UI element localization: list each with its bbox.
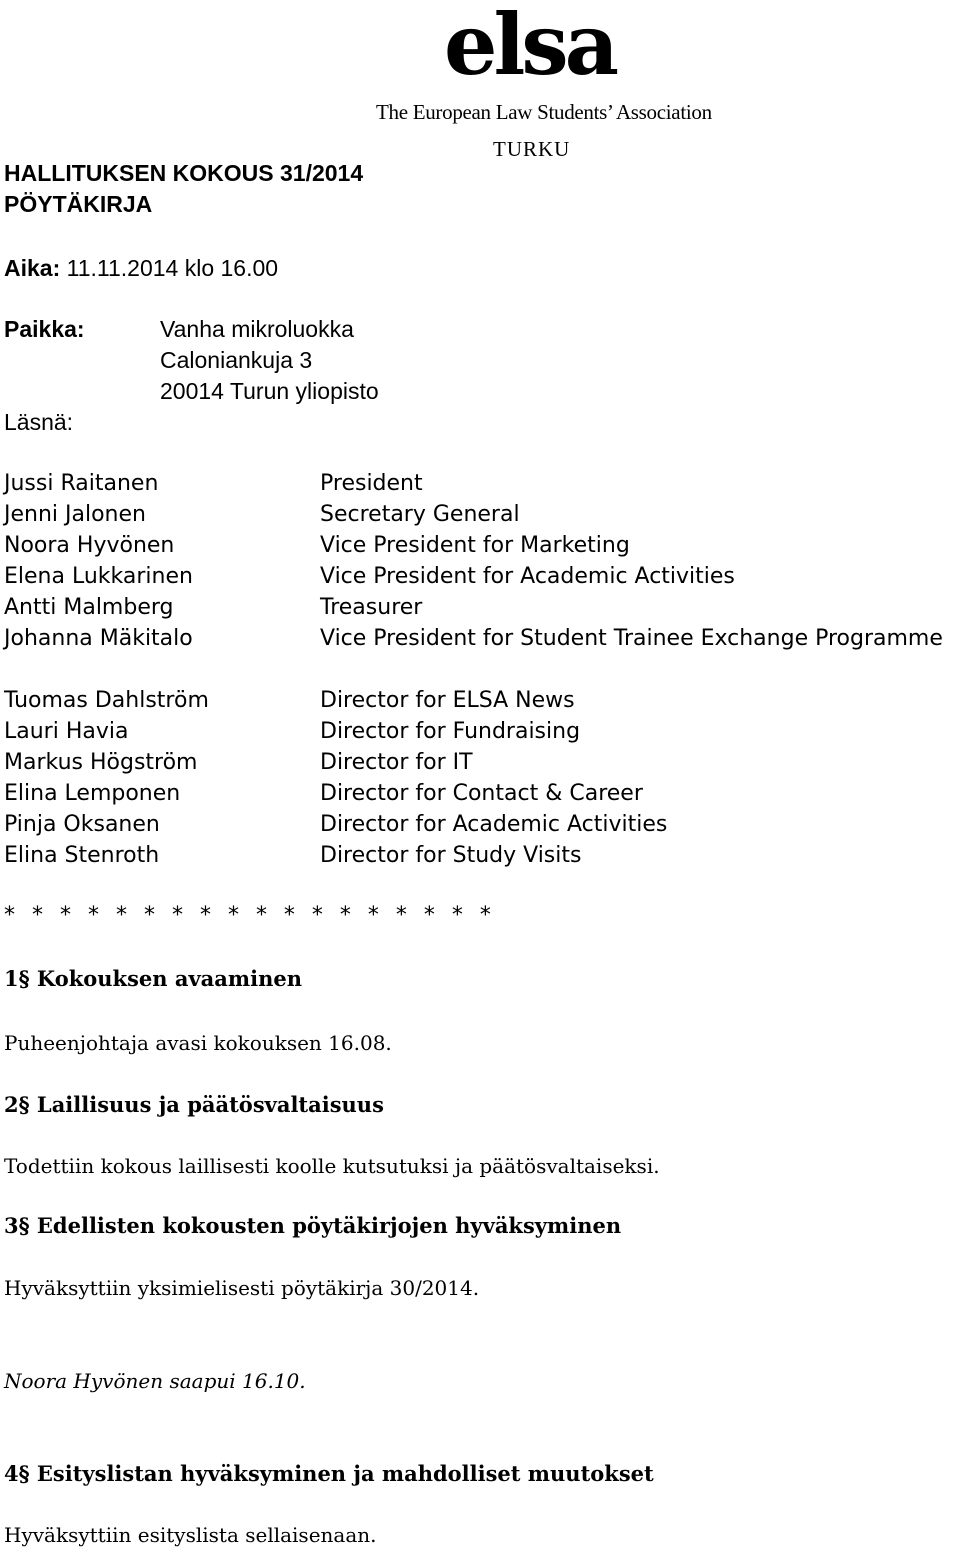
attendee-role: Vice President for Student Trainee Exchange Programme: [320, 626, 943, 651]
section-number: 4: [4, 1461, 19, 1486]
attendee-name: Jussi Raitanen: [4, 471, 159, 496]
section-heading: [4, 1461, 654, 1486]
time-row: [4, 253, 278, 284]
attendee-role: Director for Contact & Career: [320, 781, 643, 806]
place-line: 20014 Turun yliopisto: [160, 378, 379, 404]
document-title: [4, 158, 363, 220]
section-sign: §: [18, 1092, 30, 1117]
attendee-name: Tuomas Dahlström: [4, 688, 209, 713]
section-text: Puheenjohtaja avasi kokouksen 16.08.: [4, 1031, 392, 1055]
arrival-note: Noora Hyvönen saapui 16.10.: [4, 1369, 306, 1393]
section-text: Hyväksyttiin yksimielisesti pöytäkirja 30/2014.: [4, 1276, 480, 1300]
place-line: Vanha mikroluokka: [160, 316, 354, 342]
attendee-name: Elina Stenroth: [4, 843, 160, 868]
attendee-role: Secretary General: [320, 502, 520, 527]
attendee-name: Pinja Oksanen: [4, 812, 160, 837]
attendee-names-board: [4, 468, 193, 654]
attendee-names-directors: [4, 685, 209, 871]
present-label: Läsnä:: [4, 409, 74, 435]
attendee-role: Treasurer: [320, 595, 423, 620]
attendee-name: Elena Lukkarinen: [4, 564, 193, 589]
attendee-name: Jenni Jalonen: [4, 502, 146, 527]
attendee-name: Johanna Mäkitalo: [4, 626, 193, 651]
attendee-role: President: [320, 471, 423, 496]
section-number: 2: [4, 1092, 19, 1117]
section-title: Edellisten kokousten pöytäkirjojen hyväksyminen: [36, 1213, 622, 1238]
attendee-name: Markus Högström: [4, 750, 198, 775]
section-sign: §: [18, 966, 30, 991]
logo-organization: The European Law Students’ Association: [376, 100, 712, 124]
title-line-1: HALLITUKSEN KOKOUS 31/2014: [4, 160, 364, 186]
place-label: Paikka:: [4, 316, 85, 342]
attendee-name: Lauri Havia: [4, 719, 129, 744]
attendee-role: Director for Fundraising: [320, 719, 581, 744]
section-sign: §: [18, 1461, 30, 1486]
section-text: Todettiin kokous laillisesti koolle kutsutuksi ja päätösvaltaiseksi.: [4, 1154, 660, 1178]
attendee-role: Director for ELSA News: [320, 688, 575, 713]
section-heading: [4, 1213, 621, 1238]
section-text: Hyväksyttiin esityslista sellaisenaan.: [4, 1523, 377, 1547]
attendee-role: Vice President for Academic Activities: [320, 564, 735, 589]
attendee-name: Antti Malmberg: [4, 595, 174, 620]
attendee-name: Elina Lemponen: [4, 781, 181, 806]
section-title: Laillisuus ja päätösvaltaisuus: [36, 1092, 384, 1117]
attendee-role: Vice President for Marketing: [320, 533, 630, 558]
separator-stars: * * * * * * * * * * * * * * * * * *: [4, 903, 496, 928]
time-value: 11.11.2014 klo 16.00: [66, 255, 279, 281]
attendee-name: Noora Hyvönen: [4, 533, 175, 558]
attendee-role: Director for IT: [320, 750, 473, 775]
section-number: 1: [4, 966, 19, 991]
section-number: 3: [4, 1213, 19, 1238]
attendee-role: Director for Study Visits: [320, 843, 582, 868]
attendee-roles-directors: [320, 685, 667, 871]
section-heading: [4, 966, 302, 991]
section-heading: [4, 1092, 384, 1117]
section-sign: §: [18, 1213, 30, 1238]
section-title: Kokouksen avaaminen: [36, 966, 302, 991]
attendee-role: Director for Academic Activities: [320, 812, 668, 837]
time-label: Aika:: [4, 255, 61, 281]
place-line: Caloniankuja 3: [160, 347, 313, 373]
place-address: [160, 314, 379, 407]
attendee-roles-board: [320, 468, 943, 654]
logo-wordmark: elsa: [444, 0, 616, 94]
logo-city: TURKU: [493, 137, 571, 161]
section-title: Esityslistan hyväksyminen ja mahdolliset muutokset: [36, 1461, 654, 1486]
title-line-2: PÖYTÄKIRJA: [4, 191, 153, 217]
